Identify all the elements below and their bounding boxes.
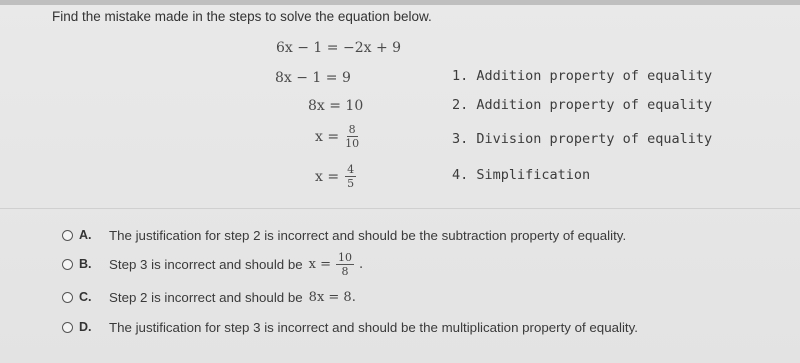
justification-3: 3. Division property of equality: [452, 131, 713, 147]
equation-line-1: 6x − 1 = −2x + 9: [276, 40, 402, 56]
divider: [0, 208, 800, 209]
equation-line-5: [315, 164, 356, 189]
fraction-numerator: 8: [348, 123, 356, 136]
top-strip: [0, 0, 800, 5]
fraction-numerator: 10: [338, 250, 353, 264]
fraction-denominator: 5: [347, 177, 355, 190]
option-d-text: The justification for step 3 is incorrect and should be the multiplication property of equality.: [109, 319, 638, 335]
option-c-letter: C.: [79, 290, 92, 304]
equation-line-3: 8x = 10: [308, 98, 364, 114]
option-b-trail: .: [359, 256, 364, 272]
option-b-text: Step 3 is incorrect and should be: [109, 256, 303, 272]
option-b[interactable]: [62, 250, 364, 278]
justification-2: 2. Addition property of equality: [452, 97, 713, 113]
fraction-10-8: [336, 252, 354, 277]
option-b-math: [309, 252, 364, 277]
option-a[interactable]: [62, 224, 626, 246]
option-d[interactable]: [62, 316, 638, 338]
fraction-denominator: 8: [341, 264, 349, 278]
equation-line-2: 8x − 1 = 9: [275, 70, 351, 86]
fraction-4-5: [345, 164, 356, 189]
equation-line-4: [315, 124, 359, 149]
justification-4: 4. Simplification: [452, 167, 591, 183]
fraction-8-10: [345, 124, 359, 149]
radio-button-a[interactable]: [62, 230, 73, 241]
option-b-letter: B.: [79, 257, 92, 271]
radio-button-c[interactable]: [62, 292, 73, 303]
equation-line-4-lhs: x =: [315, 128, 340, 145]
option-d-letter: D.: [79, 320, 92, 334]
fraction-numerator: 4: [347, 163, 355, 176]
radio-button-d[interactable]: [62, 322, 73, 333]
option-c[interactable]: [62, 286, 356, 308]
option-c-text: Step 2 is incorrect and should be: [109, 289, 303, 305]
justification-1: 1. Addition property of equality: [452, 68, 713, 84]
fraction-denominator: 10: [345, 137, 360, 150]
option-a-text: The justification for step 2 is incorrect and should be the subtraction property of equality.: [109, 227, 627, 243]
option-b-math-lhs: x =: [308, 256, 332, 272]
equation-line-5-lhs: x =: [315, 168, 340, 185]
option-c-math: 8x = 8.: [308, 289, 356, 305]
question-prompt: Find the mistake made in the steps to solve the equation below.: [52, 9, 432, 24]
radio-button-b[interactable]: [62, 259, 73, 270]
option-a-letter: A.: [79, 228, 92, 242]
